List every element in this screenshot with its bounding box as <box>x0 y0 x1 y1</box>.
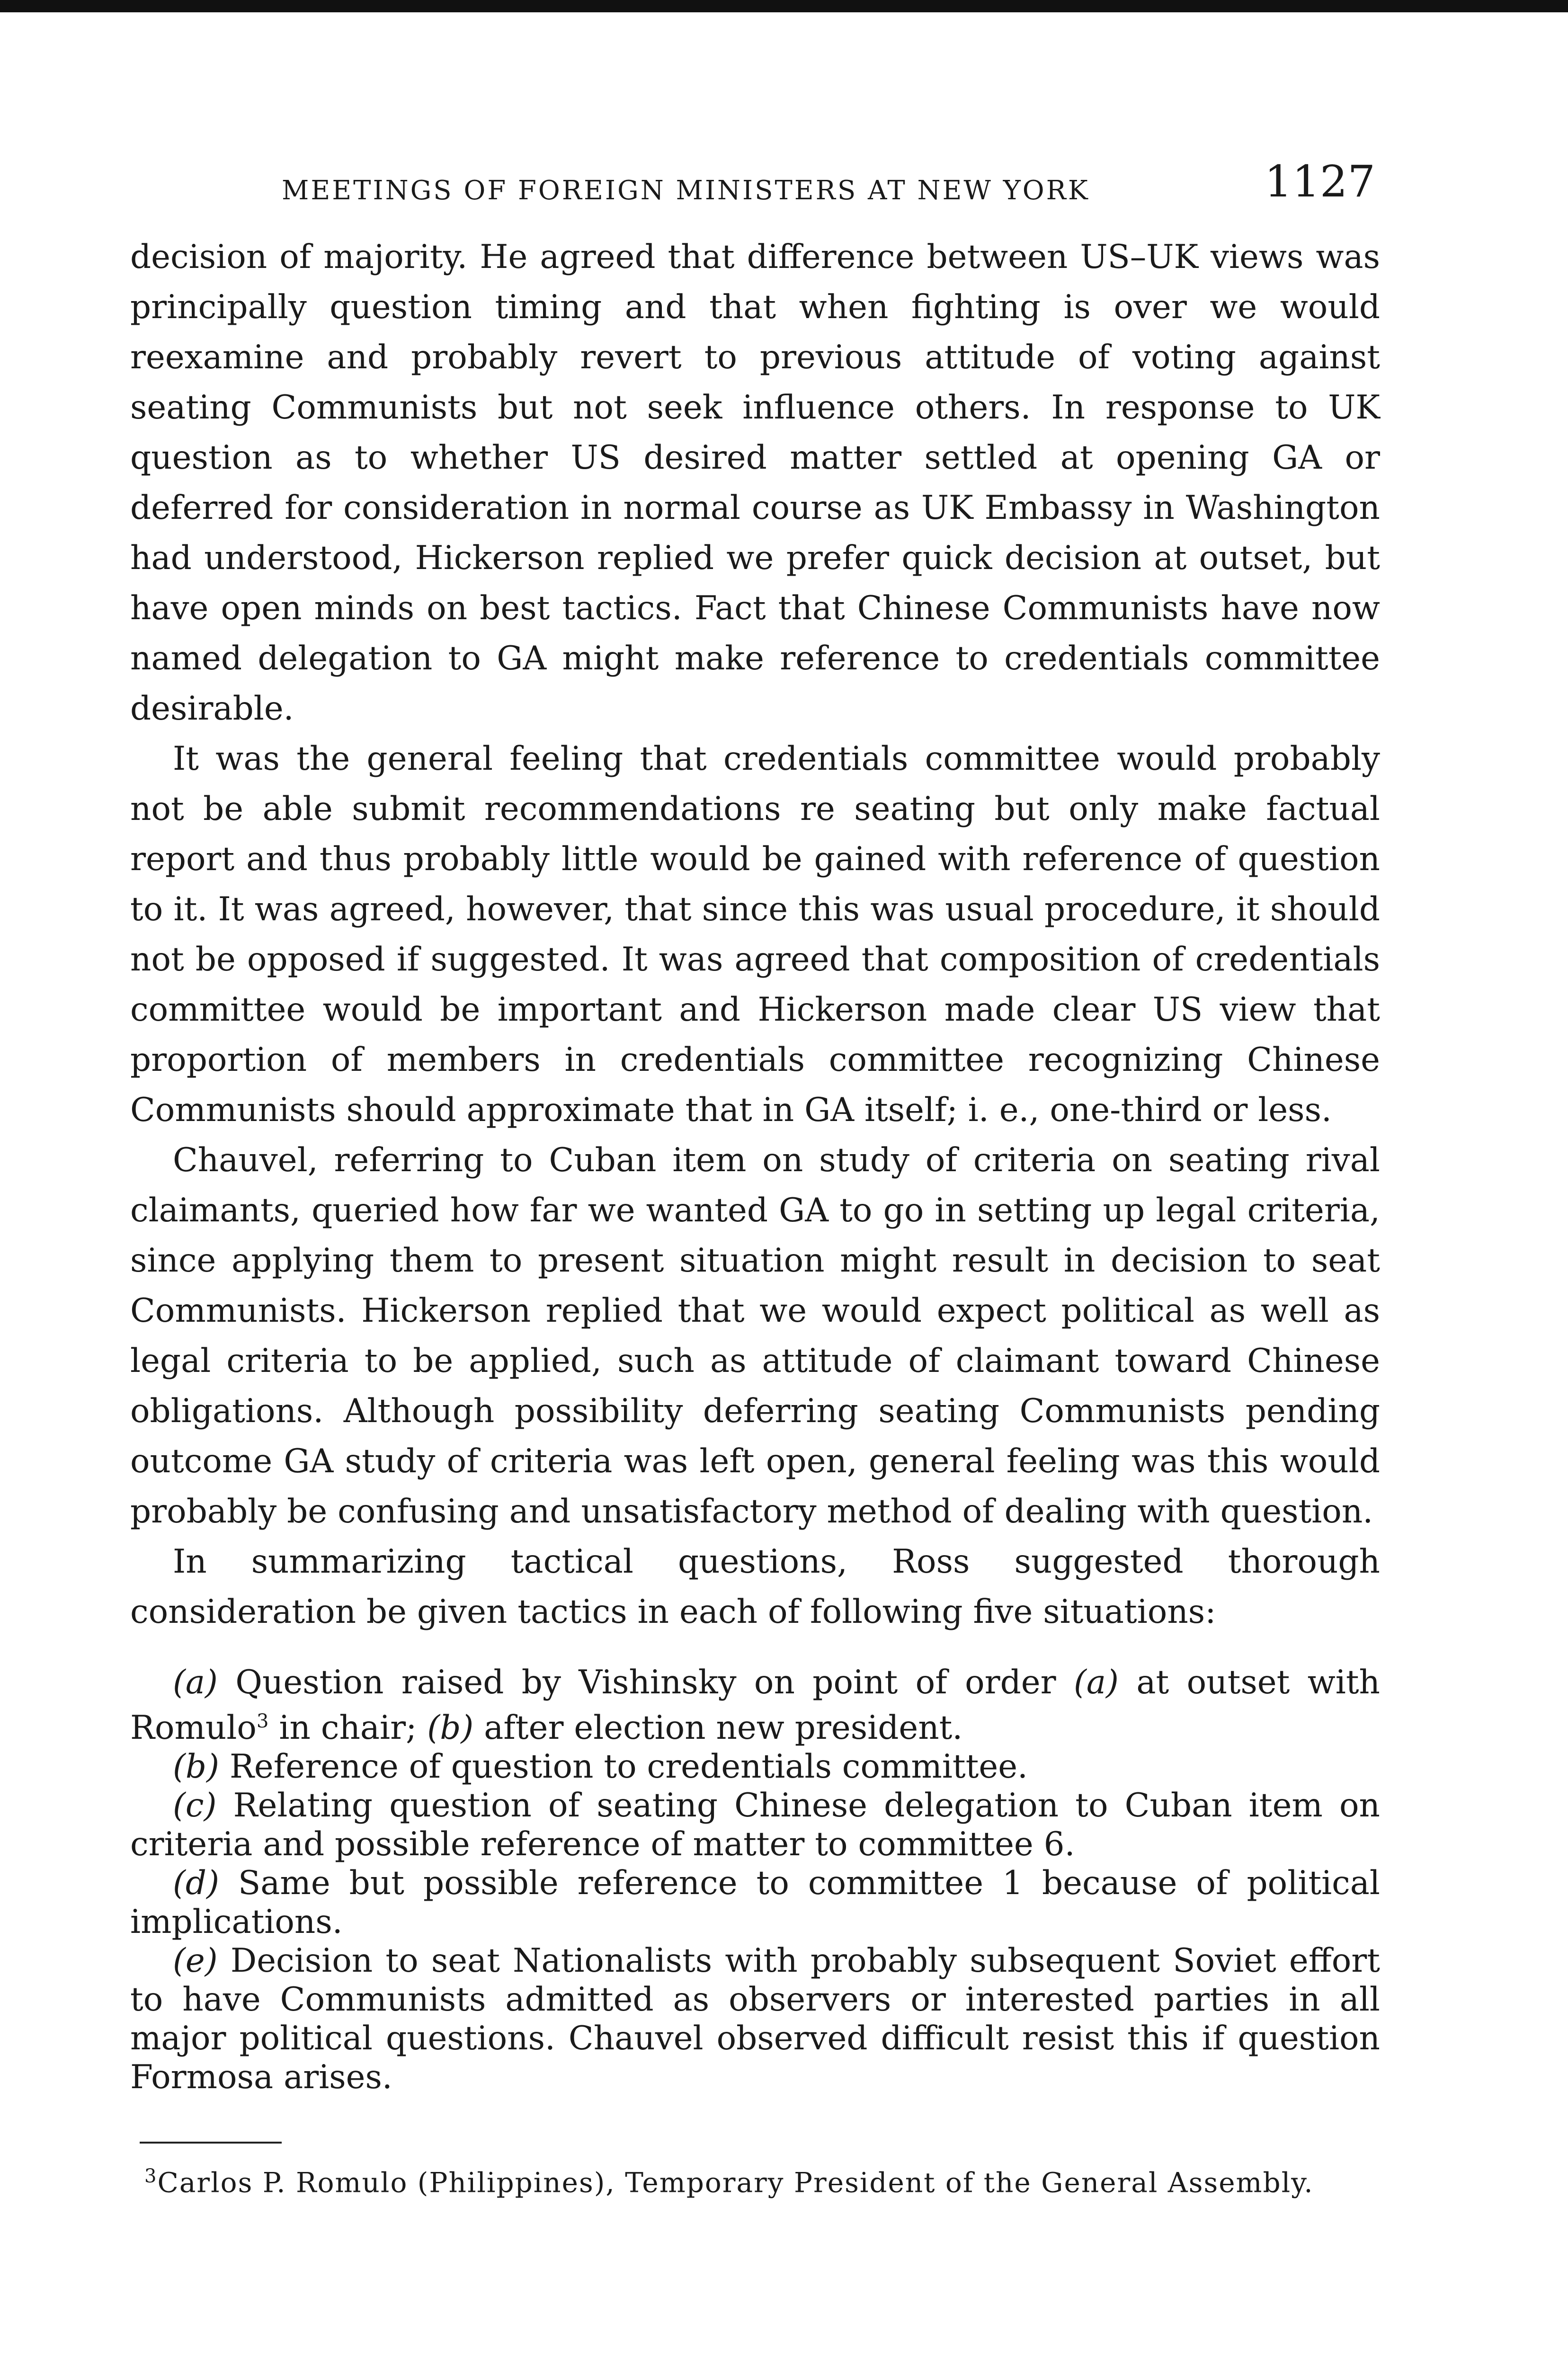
body-text <box>130 232 1380 1637</box>
paragraph-2: It was the general feeling that credentials committee would probably not be able submit recommendations re seating but only make factual report and thus probably little would be gained with reference of question to it. It was agreed, however, that since this was usual procedure, it should not be opposed if suggested. It was agreed that composition of credentials committee would be important and Hickerson made clear US view that proportion of members in credentials committee recognizing Chinese Communists should approximate that in GA itself; i. e., one-third or less. <box>130 740 1380 1129</box>
situation-c <box>130 1786 1380 1864</box>
paragraph-3: Chauvel, referring to Cuban item on study of criteria on seating rival claimants, queried how far we wanted GA to go in setting up legal criteria, since applying them to present situation might result in decision to seat Communists. Hickerson replied that we would expect political as well as legal criteria to be applied, such as attitude of claimant toward Chinese obligations. Although possibility deferring seating Communists pending outcome GA study of criteria was left open, general feeling was this would probably be confusing and unsatisfactory method of dealing with question. <box>130 1141 1380 1531</box>
footnote <box>130 2158 1380 2201</box>
situation-b-label: (b) <box>173 1748 220 1786</box>
situation-b-text: Reference of question to credentials committee. <box>229 1748 1028 1786</box>
situation-a <box>130 1663 1380 1747</box>
situation-e-text: Decision to seat Nationalists with probably subsequent Soviet effort to have Communists admitted as observers or interested parties in all major political questions. Chauvel observed difficult resist this if question Formosa arises. <box>130 1942 1380 2096</box>
footnote-text: Carlos P. Romulo (Philippines), Temporary President of the General Assembly. <box>157 2166 1314 2199</box>
page-header <box>130 156 1380 222</box>
paragraph-1: decision of majority. He agreed that difference between US–UK views was principally question timing and that when fighting is over we would reexamine and probably revert to previous attitude of voting against seating Communists but not seek influence others. In response to UK question as to whether US desired matter settled at opening GA or deferred for consideration in normal course as UK Embassy in Washington had understood, Hickerson replied we prefer quick decision at outset, but have open minds on best tactics. Fact that Chinese Communists have now named delegation to GA might make reference to credentials committee desirable. <box>130 238 1380 728</box>
situation-c-label: (c) <box>173 1787 217 1824</box>
situation-a-inner-b: (b) <box>427 1709 474 1747</box>
situation-e-label: (e) <box>173 1942 218 1980</box>
situation-d-text: Same but possible reference to committee 1 because of political implications. <box>130 1864 1380 1941</box>
situation-d-label: (d) <box>173 1864 220 1902</box>
page-number: 1127 <box>1264 156 1375 207</box>
situation-b <box>130 1747 1380 1786</box>
situation-e <box>130 1941 1380 2097</box>
situation-a-text-3: in chair; <box>279 1709 417 1747</box>
situation-a-text-1: Question raised by Vishinsky on point of order <box>235 1664 1056 1701</box>
running-head: MEETINGS OF FOREIGN MINISTERS AT NEW YORK <box>282 175 1090 206</box>
situation-a-inner-a: (a) <box>1074 1664 1119 1701</box>
situation-a-text-4: after election new president. <box>484 1709 963 1747</box>
situation-d <box>130 1864 1380 1941</box>
footnote-marker: 3 <box>144 2165 158 2187</box>
situation-a-label: (a) <box>173 1664 218 1701</box>
footnote-reference: 3 <box>256 1710 269 1732</box>
footnote-divider <box>140 2142 282 2144</box>
situation-a-text-2: at outset with Romulo <box>130 1664 1380 1747</box>
document-page <box>130 156 1380 2201</box>
paragraph-4: In summarizing tactical questions, Ross suggested thorough consideration be given tactics in each of following five situations: <box>130 1543 1380 1631</box>
top-border-rule <box>0 0 1568 12</box>
situation-c-text: Relating question of seating Chinese delegation to Cuban item on criteria and possible reference of matter to committee 6. <box>130 1787 1380 1863</box>
situations-list <box>130 1663 1380 2097</box>
